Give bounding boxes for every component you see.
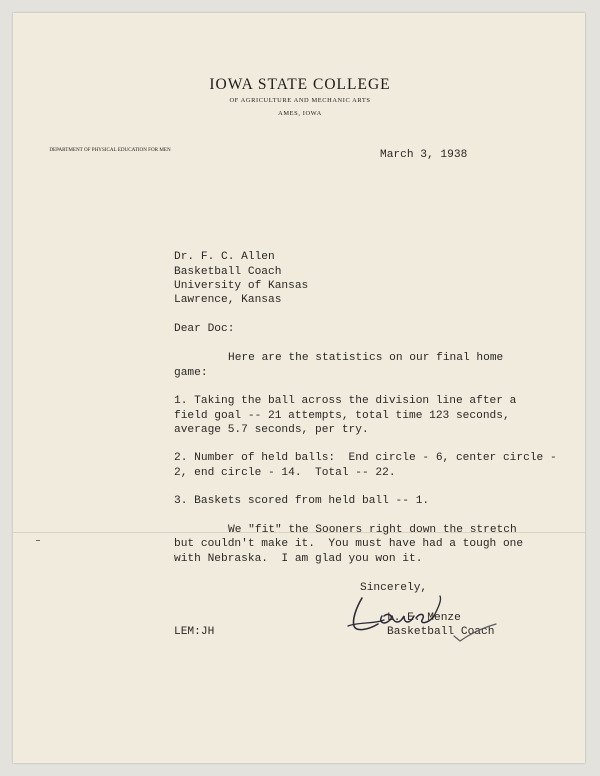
letterhead-subtitle: OF AGRICULTURE AND MECHANIC ARTS: [229, 97, 371, 104]
body-intro-line2: game:: [174, 367, 208, 379]
letterhead-city: AMES, IOWA: [278, 110, 322, 117]
recipient-title: Basketball Coach: [174, 266, 282, 278]
letterhead-institution: IOWA STATE COLLEGE: [209, 76, 391, 93]
signer-name: L. E. Menze: [387, 612, 461, 624]
body-closing-line2: but couldn't make it. You must have had a tough one: [174, 538, 524, 550]
complimentary-close: Sincerely,: [360, 582, 428, 594]
typist-initials: LEM:JH: [174, 626, 215, 638]
recipient-city: Lawrence, Kansas: [174, 294, 282, 306]
recipient-organization: University of Kansas: [174, 280, 309, 292]
body-item1-line2: field goal -- 21 attempts, total time 123 seconds,: [174, 410, 510, 422]
body-item3-line1: 3. Baskets scored from held ball -- 1.: [174, 495, 430, 507]
letter-date: March 3, 1938: [380, 149, 468, 161]
margin-mark: [36, 540, 40, 541]
letter-sheet: [13, 13, 585, 763]
body-item2-line2: 2, end circle - 14. Total -- 22.: [174, 467, 396, 479]
body-intro-line1: Here are the statistics on our final home: [228, 352, 504, 364]
recipient-name: Dr. F. C. Allen: [174, 251, 275, 263]
body-closing-line3: with Nebraska. I am glad you won it.: [174, 553, 423, 565]
body-item1-line3: average 5.7 seconds, per try.: [174, 424, 369, 436]
check-mark-icon: [452, 622, 498, 644]
body-item1-line1: 1. Taking the ball across the division line after a: [174, 395, 517, 407]
body-closing-line1: We "fit" the Sooners right down the stretch: [228, 524, 517, 536]
signer-title: Basketball Coach: [387, 626, 495, 638]
body-item2-line1: 2. Number of held balls: End circle - 6, center circle -: [174, 452, 557, 464]
salutation: Dear Doc:: [174, 323, 235, 335]
letterhead-department: DEPARTMENT OF PHYSICAL EDUCATION FOR MEN: [49, 147, 171, 153]
